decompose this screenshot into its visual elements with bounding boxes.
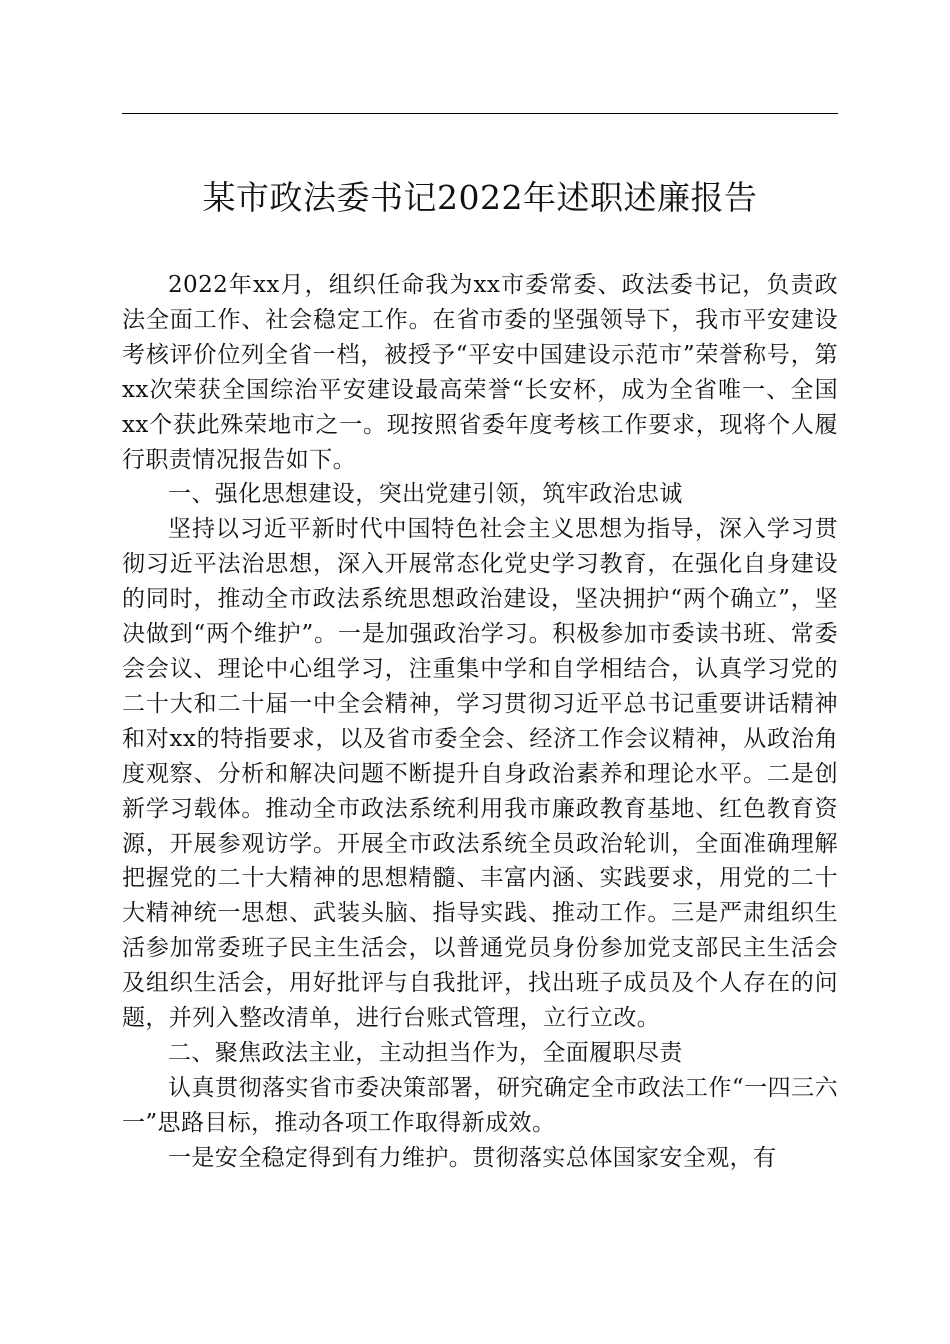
- paragraph-intro: 2022年xx月，组织任命我为xx市委常委、政法委书记，负责政法全面工作、社会稳定工作。在省市委的坚强领导下，我市平安建设考核评价位列全省一档，被授予“平安中国建设示范市”荣誉称号，第xx次荣获全国综治平安建设最高荣誉“长安杯，成为全省唯一、全国xx个获此殊荣地市之一。现按照省委年度考核工作要求，现将个人履行职责情况报告如下。: [122, 272, 838, 473]
- section-heading-1: 一、强化思想建设，突出党建引领，筑牢政治忠诚: [168, 481, 683, 508]
- document-body: [122, 268, 838, 1176]
- paragraph-section-2-point-1: 一是安全稳定得到有力维护。贯彻落实总体国家安全观，有: [168, 1144, 777, 1171]
- document-title: 某市政法委书记2022年述职述廉报告: [202, 178, 758, 217]
- paragraph-section-1: 坚持以习近平新时代中国特色社会主义思想为指导，深入学习贯彻习近平法治思想，深入开展常态化党史学习教育，在强化自身建设的同时，推动全市政法系统思想政治建设，坚决拥护“两个确立”，坚决做到“两个维护”。一是加强政治学习。积极参加市委读书班、常委会会议、理论中心组学习，注重集中学和自学相结合，认真学习党的二十大和二十届一中全会精神，学习贯彻习近平总书记重要讲话精神和对xx的特指要求，以及省市委全会、经济工作会议精神，从政治角度观察、分析和解决问题不断提升自身政治素养和理论水平。二是创新学习载体。推动全市政法系统利用我市廉政教育基地、红色教育资源，开展参观访学。开展全市政法系统全员政治轮训，全面准确理解把握党的二十大精神的思想精髓、丰富内涵、实践要求，用党的二十大精神统一思想、武装头脑、指导实践、推动工作。三是严肃组织生活参加常委班子民主生活会，以普通党员身份参加党支部民主生活会及组织生活会，用好批评与自我批评，找出班子成员及个人存在的问题，并列入整改清单，进行台账式管理，立行立改。: [122, 516, 838, 1032]
- header-rule: [122, 113, 838, 114]
- section-heading-2: 二、聚焦政法主业，主动担当作为，全面履职尽责: [168, 1039, 683, 1066]
- paragraph-section-2-intro: 认真贯彻落实省市委决策部署，研究确定全市政法工作“一四三六一”思路目标，推动各项工作取得新成效。: [122, 1074, 838, 1136]
